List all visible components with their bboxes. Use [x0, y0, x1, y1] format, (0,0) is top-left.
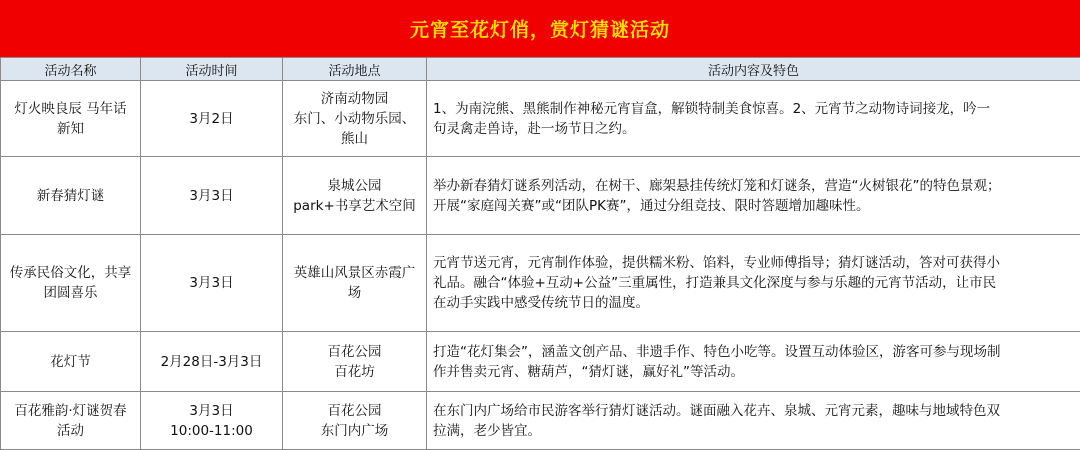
cell-content: 元宵节送元宵，元宵制作体验，提供糯米粉、馅料，专业师傅指导；猜灯谜活动，答对可获得小 礼品。融合“体验+互动+公益”三重属性，打造兼具文化深度与参与乐趣的元宵节活动，让市民 在动手实践中感受传统节日的温度。	[427, 235, 1080, 332]
header-activity-content: 活动内容及特色	[427, 58, 1080, 81]
table-row	[1, 332, 1080, 392]
table-row	[1, 157, 1080, 235]
cell-place: 泉城公园 park+书享艺术空间	[283, 157, 427, 235]
cell-name: 传承民俗文化，共享 团圆喜乐	[1, 235, 141, 332]
cell-place: 英雄山风景区赤霞广 场	[283, 235, 427, 332]
cell-name: 花灯节	[1, 332, 141, 392]
cell-content: 举办新春猜灯谜系列活动，在树干、廊架悬挂传统灯笼和灯谜条，营造“火树银花”的特色景观； 开展“家庭闯关赛”或“团队PK赛”，通过分组竞技、限时答题增加趣味性。	[427, 157, 1080, 235]
cell-time: 3月2日	[141, 81, 283, 157]
header-activity-time: 活动时间	[141, 58, 283, 81]
cell-name: 新春猜灯谜	[1, 157, 141, 235]
activity-table	[0, 57, 1080, 450]
cell-content: 打造“花灯集会”，涵盖文创产品、非遗手作、特色小吃等。设置互动体验区，游客可参与现场制 作并售卖元宵、糖葫芦，“猜灯谜，赢好礼”等活动。	[427, 332, 1080, 392]
cell-place: 济南动物园 东门、小动物乐园、 熊山	[283, 81, 427, 157]
table-row	[1, 235, 1080, 332]
table-row	[1, 81, 1080, 157]
cell-name: 灯火映良辰 马年话 新知	[1, 81, 141, 157]
table-header-row	[1, 58, 1080, 81]
cell-name: 百花雅韵·灯谜贺春 活动	[1, 392, 141, 450]
cell-time: 3月3日	[141, 235, 283, 332]
cell-content: 在东门内广场给市民游客举行猜灯谜活动。谜面融入花卉、泉城、元宵元素，趣味与地域特色双 拉满，老少皆宜。	[427, 392, 1080, 450]
cell-time: 3月3日 10:00-11:00	[141, 392, 283, 450]
cell-place: 百花公园 东门内广场	[283, 392, 427, 450]
header-activity-place: 活动地点	[283, 58, 427, 81]
cell-place: 百花公园 百花坊	[283, 332, 427, 392]
cell-time: 2月28日-3月3日	[141, 332, 283, 392]
header-activity-name: 活动名称	[1, 58, 141, 81]
page-title: 元宵至花灯俏，赏灯猜谜活动	[0, 0, 1080, 57]
table-row	[1, 392, 1080, 450]
cell-content: 1、为南浣熊、黑熊制作神秘元宵盲盒，解锁特制美食惊喜。2、元宵节之动物诗词接龙，吟一 句灵禽走兽诗，赴一场节日之约。	[427, 81, 1080, 157]
cell-time: 3月3日	[141, 157, 283, 235]
